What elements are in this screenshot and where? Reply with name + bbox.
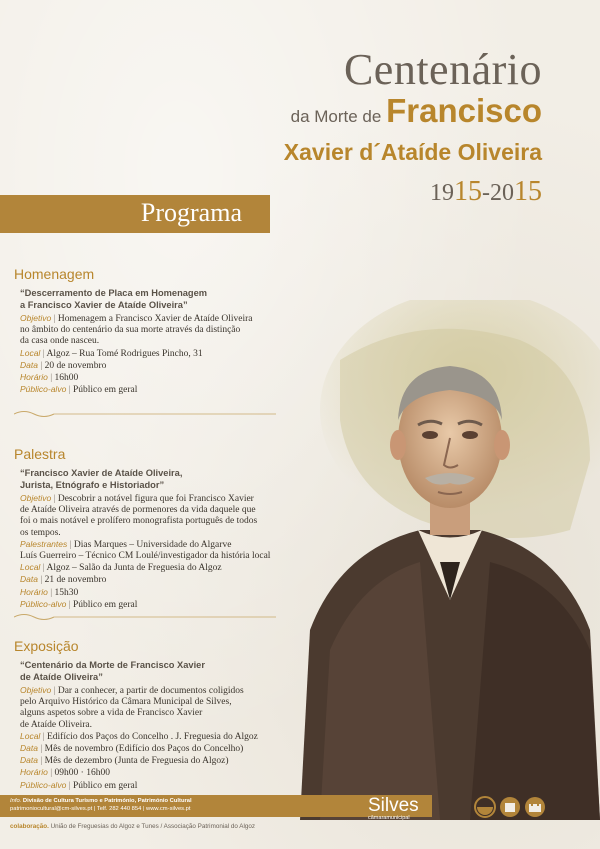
- data-row: Data | Mês de dezembro (Junta de Freguesia do Algoz): [20, 755, 229, 767]
- horario-label: Horário: [20, 586, 48, 597]
- publico-row: Público-alvo | Público em geral: [20, 384, 138, 396]
- data-label: Data: [20, 755, 38, 766]
- silves-logo-icons: [472, 795, 552, 821]
- horario-value: 16h00: [54, 373, 79, 384]
- event-title: [20, 468, 304, 491]
- objetivo-text: no âmbito do centenário da sua morte através da distinção: [20, 325, 241, 336]
- objetivo-text: Dar a conhecer, a partir de documentos coligidos: [57, 686, 244, 696]
- event-title: [20, 660, 304, 683]
- palestrante-value: Dias Marques – Universidade do Algarve: [73, 539, 232, 550]
- local-row: Local | Edifício dos Paços do Concelho . J. Freguesia do Algoz: [20, 730, 258, 742]
- section-heading: Homenagem: [14, 266, 95, 282]
- horario-label: Horário: [20, 372, 48, 383]
- section-heading: Palestra: [14, 446, 66, 462]
- publico-label: Público-alvo: [20, 384, 67, 395]
- horario-value: 09h00 · 16h00: [54, 768, 110, 779]
- section-homenagem: [14, 266, 304, 396]
- section-exposicao: [14, 638, 304, 792]
- data-value: Mês de dezembro (Junta de Freguesia do Algoz): [44, 756, 229, 767]
- palestrante-value: Luís Guerreiro – Técnico CM Loulé/investigador da história local: [20, 551, 271, 562]
- info-org: Divisão de Cultura Turismo e Património, Património Cultural: [22, 798, 192, 804]
- local-label: Local: [20, 562, 41, 573]
- event-title-line: de Ataíde Oliveira”: [20, 671, 103, 682]
- colab-label: colaboração.: [10, 823, 49, 830]
- footer-colab: [10, 823, 255, 830]
- data-label: Data: [20, 574, 38, 585]
- objetivo-label: Objetivo: [20, 685, 52, 695]
- title-name-rest: Xavier d´Ataíde Oliveira: [283, 139, 542, 165]
- data-row: Data | 21 de novembro: [20, 574, 107, 586]
- publico-value: Público em geral: [72, 385, 138, 396]
- local-label: Local: [20, 347, 41, 358]
- footer: [0, 795, 600, 849]
- section-palestra: [14, 446, 304, 611]
- objetivo-text: alguns aspetos sobre a vida de Francisco Xavier: [20, 708, 203, 719]
- local-row: Local | Algoz – Rua Tomé Rodrigues Pincho, 31: [20, 347, 203, 359]
- local-value: Algoz – Rua Tomé Rodrigues Pincho, 31: [46, 348, 203, 359]
- programa-band: [0, 195, 270, 233]
- title-prefix: da Morte de: [290, 107, 382, 126]
- camara-municipal-text: câmaramunicipal: [368, 815, 410, 821]
- ornament-divider: [14, 612, 276, 622]
- footer-info-line: [10, 798, 192, 806]
- objetivo-row: Objetivo | Descobrir a notável figura que foi Francisco Xavier: [20, 493, 254, 504]
- poster-title: [284, 46, 542, 211]
- publico-label: Público-alvo: [20, 598, 67, 609]
- title-name-francisco: Francisco: [386, 92, 542, 129]
- data-row: Data | 20 de novembro: [20, 359, 107, 371]
- objetivo-label: Objetivo: [20, 493, 52, 503]
- programa-label: Programa: [140, 198, 242, 227]
- year-end-prefix: 20: [490, 180, 514, 206]
- portrait-illustration: [300, 300, 600, 820]
- objetivo-text: Descobrir a notável figura que foi Francisco Xavier: [57, 494, 254, 504]
- event-title: [20, 288, 304, 311]
- years-range: [284, 174, 542, 211]
- title-line-2: [284, 94, 542, 134]
- horario-label: Horário: [20, 767, 48, 778]
- silves-logo-text: Silves: [368, 795, 419, 816]
- info-contacts[interactable]: patrimoniocultural@cm-silves.pt | Telf. 282 440 854 | www.cm-silves.pt: [10, 805, 191, 812]
- title-centenario: Centenário: [343, 45, 542, 94]
- objetivo-row: Objetivo | Homenagem a Francisco Xavier de Ataíde Oliveira: [20, 313, 253, 324]
- footer-info: [10, 798, 192, 813]
- ornament-divider: [14, 409, 276, 419]
- objetivo-text: foi o mais notável e prolífero monografista português de todos: [20, 516, 258, 527]
- publico-row: Público-alvo | Público em geral: [20, 598, 138, 610]
- objetivo-text: pelo Arquivo Histórico da Câmara Municipal de Silves,: [20, 697, 232, 708]
- year-start-prefix: 19: [430, 180, 454, 206]
- colab-text: União de Freguesias do Algoz e Tunes / Associação Patrimonial do Algoz: [50, 823, 256, 830]
- event-title-line: “Francisco Xavier de Ataíde Oliveira,: [20, 468, 183, 478]
- palestrantes-row: Palestrantes | Dias Marques – Universidade do Algarve: [20, 538, 232, 550]
- horario-row: Horário | 09h00 · 16h00: [20, 767, 110, 779]
- objetivo-text: de Ataíde Oliveira através de pormenores da vida daquele que: [20, 505, 256, 516]
- event-title-line: “Descerramento de Placa em Homenagem: [20, 288, 208, 298]
- data-value: 20 de novembro: [44, 360, 107, 371]
- year-start-suffix: 15: [454, 176, 482, 207]
- event-title-line: Jurista, Etnógrafo e Historiador”: [20, 479, 165, 490]
- publico-value: Público em geral: [72, 780, 138, 791]
- objetivo-label: Objetivo: [20, 313, 52, 323]
- publico-value: Público em geral: [72, 599, 138, 610]
- local-label: Local: [20, 730, 41, 741]
- objetivo-text: os tempos.: [20, 527, 61, 538]
- publico-row: Público-alvo | Público em geral: [20, 779, 138, 791]
- local-value: Algoz – Salão da Junta de Freguesia do Algoz: [46, 563, 222, 574]
- horario-row: Horário | 16h00: [20, 372, 79, 384]
- palestrantes-label: Palestrantes: [20, 538, 68, 549]
- data-value: 21 de novembro: [44, 575, 107, 586]
- local-row: Local | Algoz – Salão da Junta de Freguesia do Algoz: [20, 562, 222, 574]
- objetivo-row: Objetivo | Dar a conhecer, a partir de documentos coligidos: [20, 685, 244, 696]
- data-row: Data | Mês de novembro (Edifício dos Paços do Concelho): [20, 743, 244, 755]
- event-title-line: a Francisco Xavier de Ataíde Oliveira”: [20, 299, 188, 310]
- data-label: Data: [20, 743, 38, 754]
- info-label: Info.: [10, 798, 22, 804]
- horario-row: Horário | 15h30: [20, 586, 79, 598]
- objetivo-text: da casa onde nasceu.: [20, 336, 100, 347]
- horario-value: 15h30: [54, 587, 79, 598]
- data-value: Mês de novembro (Edifício dos Paços do Concelho): [44, 744, 244, 755]
- publico-label: Público-alvo: [20, 779, 67, 790]
- data-label: Data: [20, 359, 38, 370]
- local-value: Edifício dos Paços do Concelho . J. Freguesia do Algoz: [46, 731, 258, 742]
- year-end-suffix: 15: [514, 176, 542, 207]
- objetivo-text: de Ataíde Oliveira.: [20, 719, 93, 730]
- section-heading: Exposição: [14, 638, 79, 654]
- year-separator: -: [482, 180, 490, 206]
- objetivo-text: Homenagem a Francisco Xavier de Ataíde Oliveira: [57, 314, 253, 324]
- event-title-line: “Centenário da Morte de Francisco Xavier: [20, 660, 205, 670]
